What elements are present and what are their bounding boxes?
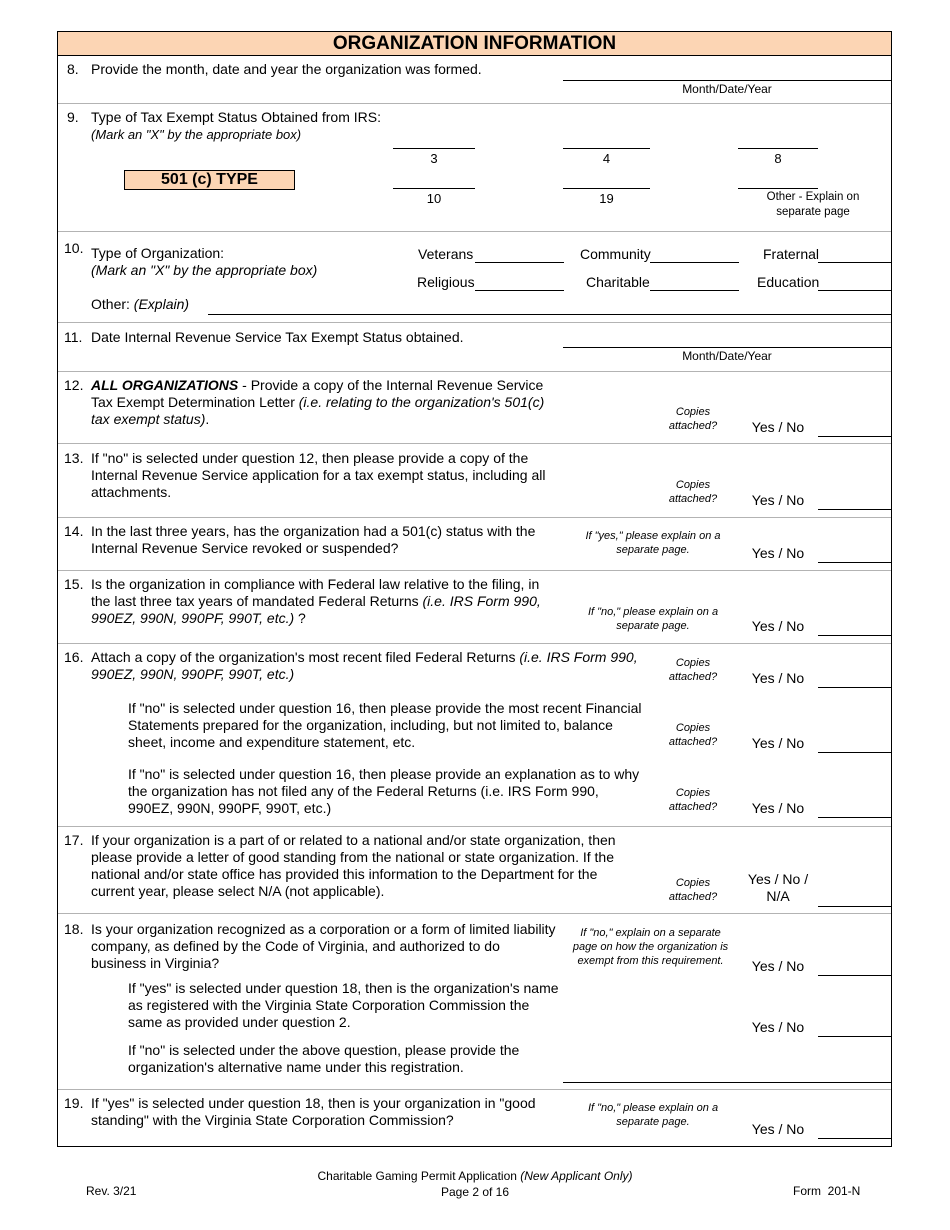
veterans-label: Veterans [418,246,474,262]
q19-line-1: If "yes" is selected under question 18, then is your organization in "good [91,1095,536,1111]
q13-note-line-2: attached? [668,493,718,505]
q16-note [643,656,743,684]
q16-line-1-italic: (i.e. IRS Form 990, [519,649,638,665]
q12-line-2 [91,394,544,411]
charitable-field[interactable] [650,290,739,291]
q13-line-3: attachments. [91,484,172,500]
q18-note-line-2: page on how the organization is [572,941,729,953]
divider [58,103,891,104]
divider [58,231,891,232]
q18b-alt-name-field[interactable] [563,1082,891,1083]
q12-line-3 [91,411,544,428]
q14-note [573,529,733,557]
q9-text: Type of Tax Exempt Status Obtained from IRS: [91,109,381,125]
q10-text: Type of Organization: [91,245,225,261]
q16a-text [128,700,641,751]
q18-line-1: Is your organization recognized as a corporation or a form of limited liability [91,921,556,937]
q15-note-line-2: separate page. [616,620,690,632]
q15-line-3-italic: 990EZ, 990N, 990PF, 990T, etc.) [91,610,295,626]
q14-note-line-2: separate page. [616,544,690,556]
option-3-label: 3 [430,151,438,166]
q16b-note [643,786,743,814]
option-8-label: 8 [774,151,782,166]
organization-information-form [57,31,892,1147]
option-19-label: 19 [599,191,614,206]
q15-line-2 [91,593,541,610]
divider [58,643,891,644]
q16-line-1 [91,649,638,666]
q19-note-line-2: separate page. [616,1116,690,1128]
q12-note [643,405,743,433]
community-label: Community [580,246,651,262]
q18b-text [128,1042,519,1076]
divider [58,1089,891,1090]
q14-line-2: Internal Revenue Service revoked or suspended? [91,540,399,556]
q16-note-line-1: Copies [675,657,711,669]
q18-number: 18. [64,921,84,937]
q16a-line-1: If "no" is selected under question 16, then please provide the most recent Financial [128,700,642,716]
footer-title-plain: Charitable Gaming Permit Application [317,1169,521,1183]
q8-date-label: Month/Date/Year [682,82,772,96]
divider [58,826,891,827]
q17-answer-line-1: Yes / No / [747,871,809,887]
q16-answer-label: Yes / No [751,670,805,686]
veterans-field[interactable] [475,262,564,263]
option-10-label: 10 [426,191,442,206]
q16-answer-field[interactable] [818,687,891,688]
q9-number: 9. [67,109,79,125]
q18a-text [128,980,559,1031]
q12-number: 12. [64,377,84,393]
footer-form-number: Form 201-N [793,1184,861,1198]
q17-answer-field[interactable] [818,906,891,907]
q12-line-1-rest: - Provide a copy of the Internal Revenue Service [238,377,544,393]
q18a-line-1: If "yes" is selected under question 18, then is the organization's name [128,980,559,996]
q12-line-3-italic: tax exempt status) [91,411,206,427]
q18-note-line-1: If "no," explain on a separate [580,927,721,939]
q18-line-3: business in Virginia? [91,955,220,971]
q16a-line-3: sheet, income and expenditure statement, etc. [128,734,416,750]
option-other-label: Other - Explain on separate page [766,191,860,218]
q15-line-1: Is the organization in compliance with Federal law relative to the filing, in [91,576,540,592]
divider [58,371,891,372]
q14-line-1: In the last three years, has the organization had a 501(c) status with the [91,523,536,539]
footer-title [250,1169,700,1183]
q13-answer-field[interactable] [818,509,891,510]
q8-number: 8. [67,61,79,77]
q16b-note-line-1: Copies [675,787,711,799]
q11-date-field[interactable] [563,347,891,348]
q12-bold-lead: ALL ORGANIZATIONS [91,377,239,393]
other-label [91,296,189,313]
q12-note-line-1: Copies [675,406,711,418]
q12-text [91,377,544,428]
q13-note-line-1: Copies [675,479,711,491]
q10-instruction: (Mark an "X" by the appropriate box) [91,262,318,278]
divider [58,322,891,323]
q12-answer-label: Yes / No [751,419,805,435]
q13-line-1: If "no" is selected under question 12, then please provide a copy of the [91,450,529,466]
q8-text: Provide the month, date and year the organization was formed. [91,61,482,77]
education-field[interactable] [818,290,891,291]
q18a-answer-field[interactable] [818,1036,891,1037]
q16a-line-2: Statements prepared for the organization, including, but not limited to, balance [128,717,613,733]
q12-line-2-plain: Tax Exempt Determination Letter [91,394,299,410]
footer-title-italic: (New Applicant Only) [520,1169,633,1183]
q18-line-2: company, as defined by the Code of Virginia, and authorized to do [91,938,500,954]
q17-text [91,832,616,900]
q15-text [91,576,541,627]
other-hint: (Explain) [133,296,190,312]
q17-answer-line-2: N/A [766,888,790,904]
q17-answer-label [738,871,818,905]
q16-line-2-italic: 990EZ, 990N, 990PF, 990T, etc.) [91,666,295,682]
q16b-line-2: the organization has not filed any of the Federal Returns (i.e. IRS Form 990, [128,783,599,799]
q13-note [643,478,743,506]
option-10-field[interactable] [393,188,475,189]
q19-note [573,1101,733,1129]
divider [58,570,891,571]
religious-label: Religious [417,274,475,290]
fraternal-label: Fraternal [763,246,820,262]
option-19-field[interactable] [563,188,650,189]
q15-note-line-1: If "no," please explain on a [587,606,719,618]
q18a-line-2: as registered with the Virginia State Corporation Commission the [128,997,530,1013]
footer-page-number: Page 2 of 16 [440,1185,510,1199]
footer-revision: Rev. 3/21 [86,1184,137,1198]
option-3-field[interactable] [393,148,475,149]
q16-note-line-2: attached? [668,671,718,683]
section-header: ORGANIZATION INFORMATION [58,32,891,56]
q11-number: 11. [64,329,83,345]
q12-line-3-end: . [205,411,210,427]
q18-text [91,921,556,972]
q14-note-line-1: If "yes," please explain on a [585,530,721,542]
q15-number: 15. [64,576,84,592]
q11-text: Date Internal Revenue Service Tax Exempt Status obtained. [91,329,464,345]
q17-line-2: please provide a letter of good standing from the national or state organization. If the [91,849,614,865]
q16b-text [128,766,639,817]
q18b-line-1: If "no" is selected under the above question, please provide the [128,1042,520,1058]
501c-type-label: 501 (c) TYPE [124,170,295,190]
charitable-label: Charitable [586,274,650,290]
q13-number: 13. [64,450,84,466]
q18-answer-field[interactable] [818,975,891,976]
q12-note-line-2: attached? [668,420,718,432]
q16b-answer-label: Yes / No [751,800,805,816]
other-explain-field[interactable] [208,314,891,315]
q16a-answer-field[interactable] [818,752,891,753]
q16a-note-line-1: Copies [675,722,711,734]
option-4-field[interactable] [563,148,650,149]
q17-note [643,876,743,904]
q17-note-line-1: Copies [675,877,711,889]
q16b-answer-field[interactable] [818,817,891,818]
q18-note [568,926,733,968]
q12-answer-field[interactable] [818,436,891,437]
q12-line-1 [91,377,544,394]
q15-note [573,605,733,633]
option-8-field[interactable] [738,148,818,149]
q16b-line-1: If "no" is selected under question 16, then please provide an explanation as to why [128,766,640,782]
q18a-answer-label: Yes / No [751,1019,805,1035]
q15-answer-field[interactable] [818,635,891,636]
q19-text [91,1095,536,1129]
q17-note-line-2: attached? [668,891,718,903]
q16-line-1-plain: Attach a copy of the organization's most recent filed Federal Returns [91,649,520,665]
option-4-label: 4 [602,151,611,166]
q12-line-2-italic: (i.e. relating to the organization's 501(c) [298,394,545,410]
q19-line-2: standing" with the Virginia State Corporation Commission? [91,1112,454,1128]
q13-text [91,450,545,501]
q14-text [91,523,535,557]
divider [58,517,891,518]
q13-answer-label: Yes / No [751,492,805,508]
q16b-note-line-2: attached? [668,801,718,813]
q19-answer-label: Yes / No [751,1121,805,1137]
q13-line-2: Internal Revenue Service application for a tax exempt status, including all [91,467,546,483]
q14-number: 14. [64,523,84,539]
education-label: Education [757,274,820,290]
q16b-line-3: 990EZ, 990N, 990PF, 990T, etc.) [128,800,332,816]
q16a-note-line-2: attached? [668,736,718,748]
q9-instruction: (Mark an "X" by the appropriate box) [91,127,302,142]
q14-answer-label: Yes / No [751,545,805,561]
q19-note-line-1: If "no," please explain on a [587,1102,719,1114]
q17-line-1: If your organization is a part of or related to a national and/or state organization, then [91,832,616,848]
other-label-text: Other: [91,296,130,312]
q18b-line-2: organization's alternative name under this registration. [128,1059,464,1075]
q19-number: 19. [64,1095,84,1111]
option-other-field[interactable] [738,188,818,189]
q16-number: 16. [64,649,84,665]
fraternal-field[interactable] [818,262,891,263]
q11-date-label: Month/Date/Year [682,349,772,363]
divider [58,913,891,914]
community-field[interactable] [650,262,739,263]
q15-answer-label: Yes / No [751,618,805,634]
q19-answer-field[interactable] [818,1138,891,1139]
q16-text [91,649,638,683]
q15-line-3-end: ? [294,610,306,626]
religious-field[interactable] [475,290,564,291]
q10-number: 10. [64,240,84,256]
q16a-answer-label: Yes / No [751,735,805,751]
q16a-note [643,721,743,749]
q15-line-2-plain: the last three tax years of mandated Federal Returns [91,593,423,609]
q15-line-3 [91,610,541,627]
q17-number: 17. [64,832,84,848]
q18-answer-label: Yes / No [751,958,805,974]
q18-note-line-3: exempt from this requirement. [577,955,724,967]
q8-date-field[interactable] [563,80,891,81]
q18a-line-3: same as provided under question 2. [128,1014,351,1030]
q14-answer-field[interactable] [818,562,891,563]
divider [58,443,891,444]
q17-line-4: current year, please select N/A (not applicable). [91,883,385,899]
q17-line-3: national and/or state office has provided this information to the Department for the [91,866,598,882]
q15-line-2-italic: (i.e. IRS Form 990, [422,593,541,609]
